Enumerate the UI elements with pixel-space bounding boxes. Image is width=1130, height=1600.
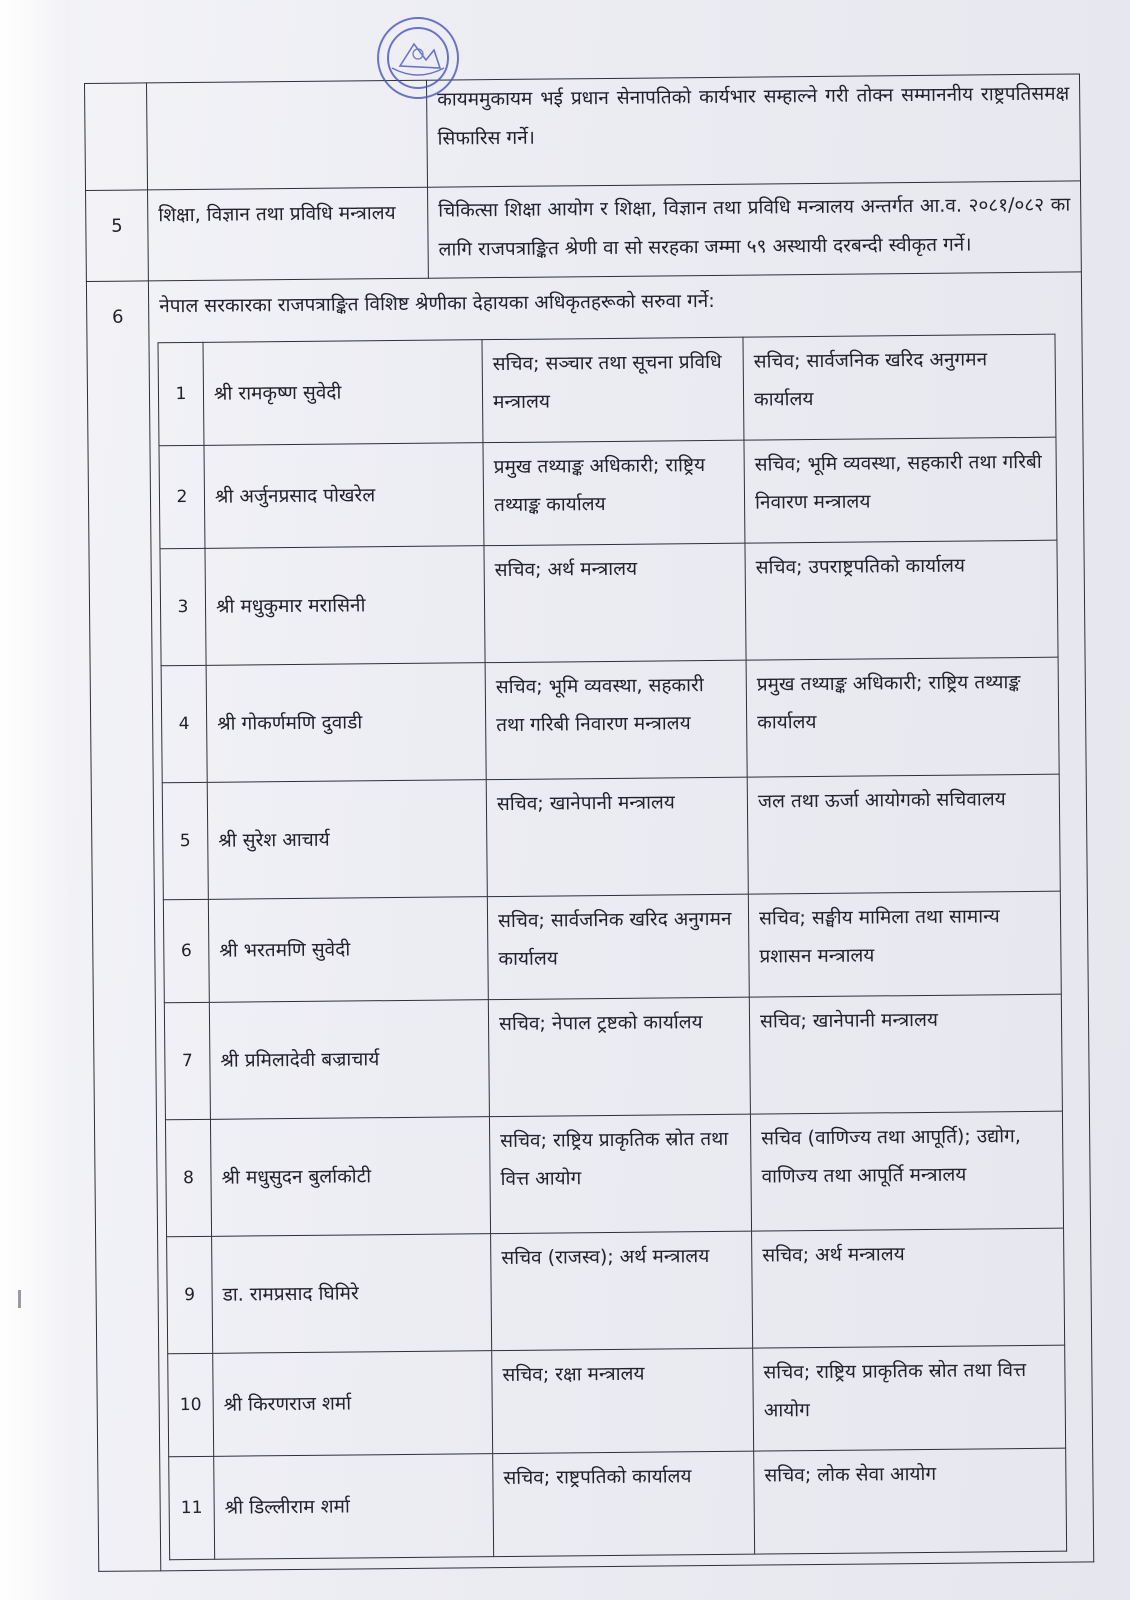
seal-stamp	[336, 10, 536, 160]
decision-row-6	[86, 272, 1093, 1571]
transfer-number: 3	[160, 548, 206, 665]
from-post: सचिव; नेपाल ट्रष्टको कार्यालय	[488, 997, 750, 1117]
transfer-row	[167, 1228, 1065, 1354]
transfer-table	[157, 334, 1067, 1561]
transfer-intro: नेपाल सरकारका राजपत्राङ्कित विशिष्ट श्रेणीका देहायका अधिकृतहरूको सरुवा गर्ने:	[159, 289, 715, 318]
transfer-row	[168, 1345, 1066, 1457]
officer-name: श्री सुरेश आचार्य	[207, 780, 487, 900]
from-post: सचिव (राजस्व); अर्थ मन्त्रालय	[491, 1231, 753, 1351]
serial-number: 6	[86, 281, 160, 1572]
officer-name: श्री अर्जुनप्रसाद पोखरेल	[204, 443, 484, 549]
transfer-number: 8	[165, 1119, 211, 1236]
to-post: सचिव; अर्थ मन्त्रालय	[752, 1228, 1065, 1348]
officer-name: डा. रामप्रसाद घिमिरे	[212, 1234, 492, 1354]
transfer-row	[169, 1448, 1067, 1560]
officer-name: श्री प्रमिलादेवी बज्राचार्य	[209, 1000, 489, 1120]
transfer-row	[165, 1111, 1063, 1237]
to-post: सचिव; लोक सेवा आयोग	[754, 1448, 1067, 1554]
from-post: सचिव; भूमि व्यवस्था, सहकारी तथा गरिबी निवारण मन्त्रालय	[485, 660, 747, 780]
serial-number: 5	[86, 190, 149, 282]
transfer-row	[158, 334, 1056, 446]
from-post: प्रमुख तथ्याङ्क अधिकारी; राष्ट्रिय तथ्याङ्क कार्यालय	[483, 440, 745, 546]
officer-name: श्री डिल्लीराम शर्मा	[214, 1454, 494, 1560]
to-post: सचिव; खानेपानी मन्त्रालय	[749, 994, 1062, 1114]
to-post: प्रमुख तथ्याङ्क अधिकारी; राष्ट्रिय तथ्याङ्क कार्यालय	[746, 657, 1059, 777]
to-post: सचिव (वाणिज्य तथा आपूर्ति); उद्योग, वाणिज्य तथा आपूर्ति मन्त्रालय	[750, 1111, 1063, 1231]
from-post: सचिव; राष्ट्रपतिको कार्यालय	[493, 1451, 755, 1557]
transfer-number: 6	[163, 899, 209, 1002]
transfer-number: 7	[164, 1002, 210, 1119]
ministry-cell: शिक्षा, विज्ञान तथा प्रविधि मन्त्रालय	[148, 187, 429, 281]
transfer-number: 5	[162, 782, 208, 899]
officer-name: श्री भरतमणि सुवेदी	[208, 897, 488, 1003]
serial-number	[85, 83, 148, 191]
transfer-number: 9	[167, 1236, 213, 1353]
decision-text: कायममुकायम भई प्रधान सेनापतिको कार्यभार सम्हाल्ने गरी तोक्न सम्माननीय राष्ट्रपतिसमक्ष सिफारिस गर्ने।	[426, 74, 1080, 187]
decision-row-continued	[85, 74, 1081, 191]
from-post: सचिव; खानेपानी मन्त्रालय	[486, 777, 748, 897]
transfer-row	[164, 994, 1062, 1120]
transfer-row	[160, 540, 1058, 666]
transfer-number: 4	[161, 665, 207, 782]
to-post: सचिव; सङ्घीय मामिला तथा सामान्य प्रशासन मन्त्रालय	[748, 891, 1061, 997]
office-seal	[336, 10, 536, 160]
transfer-row	[161, 657, 1059, 783]
officer-name: श्री रामकृष्ण सुवेदी	[203, 340, 483, 446]
from-post: सचिव; राष्ट्रिय प्राकृतिक स्रोत तथा वित्त आयोग	[489, 1114, 751, 1234]
from-post: सचिव; सार्वजनिक खरिद अनुगमन कार्यालय	[487, 894, 749, 1000]
decision-table	[84, 73, 1094, 1571]
transfer-cell	[148, 272, 1093, 1571]
officer-name: श्री गोकर्णमणि दुवाडी	[206, 663, 486, 783]
transfer-row	[163, 891, 1061, 1003]
transfer-number: 1	[158, 342, 204, 445]
to-post: सचिव; सार्वजनिक खरिद अनुगमन कार्यालय	[743, 334, 1056, 440]
transfer-number: 2	[159, 445, 205, 548]
transfer-number: 11	[169, 1456, 215, 1559]
to-post: सचिव; उपराष्ट्रपतिको कार्यालय	[745, 540, 1058, 660]
from-post: सचिव; अर्थ मन्त्रालय	[484, 543, 746, 663]
transfer-row	[159, 437, 1057, 549]
transfer-row	[162, 774, 1060, 900]
page-mark	[18, 1290, 21, 1308]
officer-name: श्री मधुसुदन बुर्लाकोटी	[210, 1117, 490, 1237]
to-post: जल तथा ऊर्जा आयोगको सचिवालय	[747, 774, 1060, 894]
from-post: सचिव; सञ्चार तथा सूचना प्रविधि मन्त्रालय	[482, 337, 744, 443]
from-post: सचिव; रक्षा मन्त्रालय	[492, 1348, 754, 1454]
transfer-number: 10	[168, 1353, 214, 1456]
decision-row-5	[86, 181, 1082, 282]
officer-name: श्री किरणराज शर्मा	[213, 1351, 493, 1457]
officer-name: श्री मधुकुमार मरासिनी	[205, 546, 485, 666]
decision-text: चिकित्सा शिक्षा आयोग र शिक्षा, विज्ञान तथा प्रविधि मन्त्रालय अन्तर्गत आ.व. २०८१/०८२ का लागि राजपत्राङ्कित श्रेणी वा सो सरहका जम्मा ५९ अस्थायी दरबन्दी स्वीकृत गर्ने।	[428, 181, 1082, 278]
to-post: सचिव; राष्ट्रिय प्राकृतिक स्रोत तथा वित्त आयोग	[753, 1345, 1066, 1451]
to-post: सचिव; भूमि व्यवस्था, सहकारी तथा गरिबी निवारण मन्त्रालय	[744, 437, 1057, 543]
